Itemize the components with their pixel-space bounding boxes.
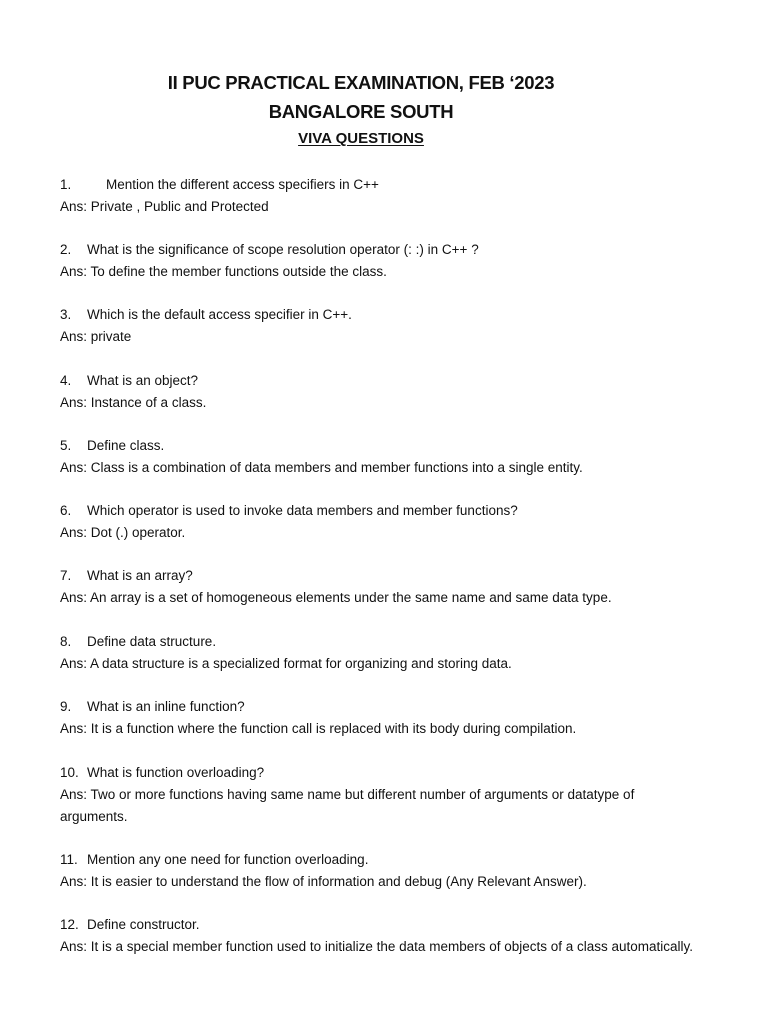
question-text: What is an object? bbox=[87, 373, 199, 388]
qa-item-3 bbox=[60, 304, 700, 348]
question-line bbox=[60, 500, 700, 522]
question-text: Define class. bbox=[87, 438, 165, 453]
exam-title: II PUC PRACTICAL EXAMINATION, FEB ‘2023 bbox=[167, 72, 555, 93]
question-line bbox=[60, 304, 700, 326]
question-text: What is an array? bbox=[87, 568, 193, 583]
question-number: 5. bbox=[60, 438, 72, 453]
question-text: Define constructor. bbox=[87, 917, 200, 932]
qa-item-1 bbox=[60, 174, 700, 218]
question-number: 9. bbox=[60, 699, 72, 714]
question-text: Which operator is used to invoke data members and member functions? bbox=[87, 503, 518, 518]
question-text: What is an inline function? bbox=[87, 699, 245, 714]
question-number: 12. bbox=[60, 917, 79, 932]
question-line bbox=[60, 565, 700, 587]
question-number: 1. bbox=[60, 177, 72, 192]
question-line bbox=[60, 239, 700, 261]
question-number: 6. bbox=[60, 503, 72, 518]
question-number: 4. bbox=[60, 373, 72, 388]
qa-item-6 bbox=[60, 500, 700, 544]
question-text: What is the significance of scope resolution operator (: :) in C++ ? bbox=[87, 242, 479, 257]
answer-text: Ans: It is a function where the function call is replaced with its body during compilation. bbox=[60, 721, 577, 736]
qa-item-2 bbox=[60, 239, 700, 283]
answer-text: Ans: An array is a set of homogeneous elements under the same name and same data type. bbox=[60, 590, 612, 605]
answer-text: Ans: Private , Public and Protected bbox=[60, 199, 269, 214]
answer-text: Ans: Instance of a class. bbox=[60, 395, 207, 410]
answer-text: Ans: Two or more functions having same name but different number of arguments or datatype of arguments. bbox=[60, 787, 635, 824]
question-number: 10. bbox=[60, 765, 79, 780]
question-text: Mention the different access specifiers in C++ bbox=[106, 177, 379, 192]
question-line bbox=[60, 696, 700, 718]
question-line bbox=[60, 762, 700, 784]
question-number: 2. bbox=[60, 242, 72, 257]
question-line bbox=[60, 849, 700, 871]
answer-text: Ans: private bbox=[60, 329, 132, 344]
qa-item-4 bbox=[60, 370, 700, 414]
question-line bbox=[60, 435, 700, 457]
qa-item-7 bbox=[60, 565, 700, 609]
question-text: What is function overloading? bbox=[87, 765, 265, 780]
section-heading bbox=[0, 130, 722, 147]
answer-text: Ans: It is a special member function used to initialize the data members of objects of a class automatically. bbox=[60, 939, 694, 954]
qa-item-8 bbox=[60, 631, 700, 675]
answer-text: Ans: To define the member functions outside the class. bbox=[60, 264, 387, 279]
question-number: 7. bbox=[60, 568, 72, 583]
answer-text: Ans: It is easier to understand the flow of information and debug (Any Relevant Answer). bbox=[60, 874, 587, 889]
question-text: Define data structure. bbox=[87, 634, 217, 649]
qa-item-9 bbox=[60, 696, 700, 740]
qa-item-12 bbox=[60, 914, 700, 958]
region-title: BANGALORE SOUTH bbox=[268, 101, 454, 122]
qa-item-10 bbox=[60, 762, 700, 828]
question-number: 8. bbox=[60, 634, 72, 649]
qa-item-11 bbox=[60, 849, 700, 893]
answer-text: Ans: Class is a combination of data members and member functions into a single entity. bbox=[60, 460, 583, 475]
question-number: 11. bbox=[60, 852, 78, 867]
question-text: Which is the default access specifier in C++. bbox=[87, 307, 352, 322]
question-text: Mention any one need for function overloading. bbox=[87, 852, 369, 867]
section-heading-text: VIVA QUESTIONS bbox=[298, 130, 424, 147]
answer-text: Ans: Dot (.) operator. bbox=[60, 525, 186, 540]
question-line bbox=[60, 631, 700, 653]
question-number: 3. bbox=[60, 307, 72, 322]
question-line bbox=[60, 174, 700, 196]
qa-item-5 bbox=[60, 435, 700, 479]
question-line bbox=[60, 914, 700, 936]
question-line bbox=[60, 370, 700, 392]
answer-text: Ans: A data structure is a specialized format for organizing and storing data. bbox=[60, 656, 512, 671]
